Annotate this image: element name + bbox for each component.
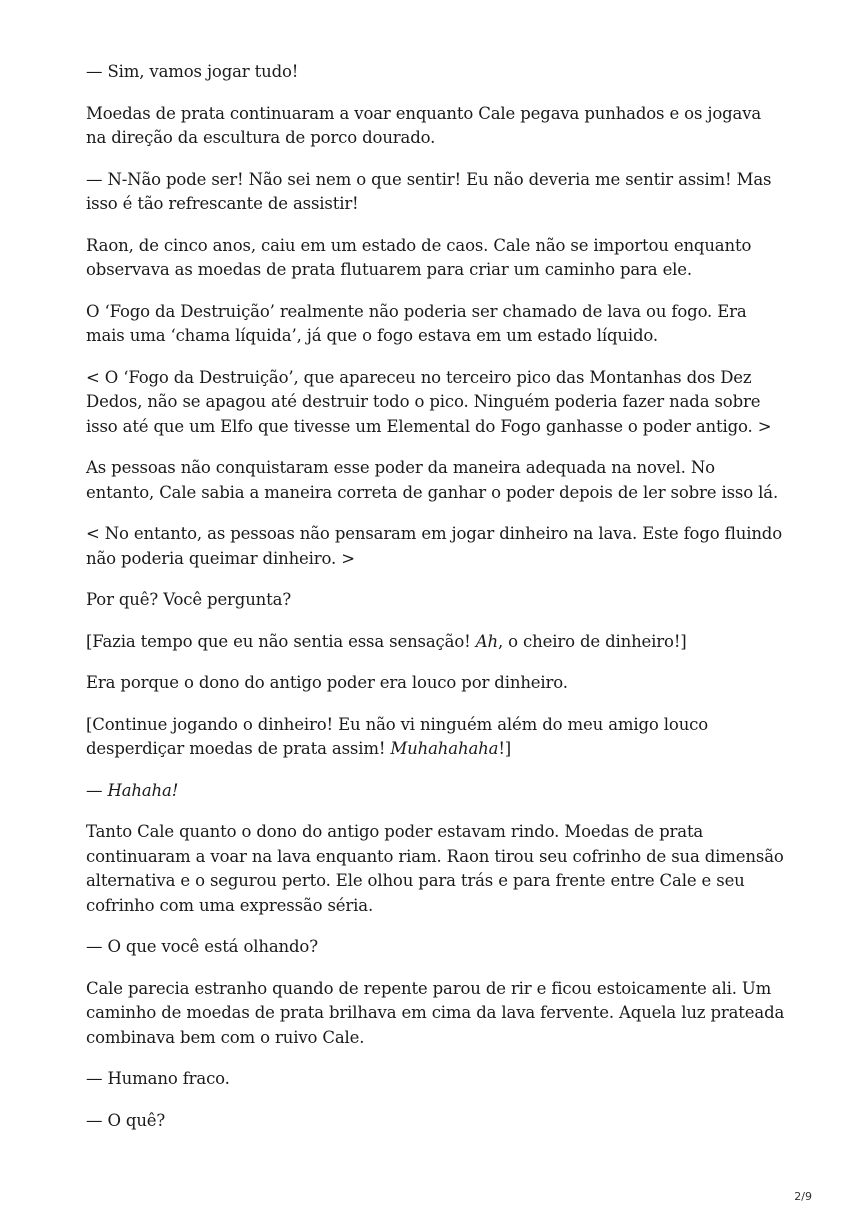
- text-segment: — N-Não pode ser! Não sei nem o que sentir! Eu não deveria me sentir assim! Mas isso é tão refrescante de assistir!: [86, 169, 772, 213]
- paragraph: [86, 366, 786, 440]
- paragraph: [86, 1109, 786, 1134]
- italic-text: Ah: [475, 631, 498, 651]
- text-segment: Moedas de prata continuaram a voar enquanto Cale pegava punhados e os jogava na direção da escultura de porco dourado.: [86, 103, 762, 147]
- text-segment: Por quê? Você pergunta?: [86, 590, 292, 609]
- paragraph: [86, 168, 786, 217]
- text-segment: !]: [498, 739, 512, 758]
- paragraph: [86, 671, 786, 696]
- text-segment: — O quê?: [86, 1110, 166, 1130]
- paragraph: [86, 300, 786, 349]
- paragraph: [86, 977, 786, 1051]
- text-segment: — O que você está olhando?: [86, 937, 318, 956]
- paragraph: [86, 935, 786, 960]
- paragraph: [86, 713, 786, 762]
- text-segment: < No entanto, as pessoas não pensaram em jogar dinheiro na lava. Este fogo fluindo não poderia queimar dinheiro. >: [86, 524, 782, 568]
- paragraph: [86, 522, 786, 571]
- paragraph: [86, 588, 786, 613]
- text-segment: Raon, de cinco anos, caiu em um estado de caos. Cale não se importou enquanto observava as moedas de prata flutuarem para criar um caminho para ele.: [86, 235, 752, 279]
- text-segment: — Humano fraco.: [86, 1069, 230, 1088]
- page-number: 2/9: [794, 1190, 812, 1203]
- text-segment: Cale parecia estranho quando de repente parou de rir e ficou estoicamente ali. Um caminho de moedas de prata brilhava em cima da lava fervente. Aquela luz prateada combinava bem com o ruivo Cale.: [86, 978, 785, 1047]
- italic-text: Hahaha!: [107, 780, 179, 800]
- text-segment: — Sim, vamos jogar tudo!: [86, 62, 299, 81]
- paragraph: [86, 779, 786, 804]
- paragraph: [86, 456, 786, 505]
- text-segment: < O ‘Fogo da Destruição’, que apareceu no terceiro pico das Montanhas dos Dez Dedos, não se apagou até destruir todo o pico. Ninguém poderia fazer nada sobre isso até que um Elfo que tivesse um Elemental do Fogo ganhasse o poder antigo. >: [86, 367, 772, 436]
- text-segment: [Fazia tempo que eu não sentia essa sensação!: [86, 631, 476, 651]
- paragraph: [86, 1067, 786, 1092]
- paragraph: [86, 234, 786, 283]
- text-segment: , o cheiro de dinheiro!]: [497, 631, 687, 651]
- text-segment: O ‘Fogo da Destruição’ realmente não poderia ser chamado de lava ou fogo. Era mais uma ‘chama líquida’, já que o fogo estava em um estado líquido.: [86, 301, 747, 345]
- italic-text: Muhahahaha: [390, 739, 499, 758]
- text-segment: —: [86, 780, 108, 800]
- text-segment: As pessoas não conquistaram esse poder da maneira adequada na novel. No entanto, Cale sabia a maneira correta de ganhar o poder depois de ler sobre isso lá.: [86, 458, 779, 502]
- text-segment: [Continue jogando o dinheiro! Eu não vi ninguém além do meu amigo louco desperdiçar moedas de prata assim!: [86, 714, 709, 758]
- text-segment: Era porque o dono do antigo poder era louco por dinheiro.: [86, 673, 568, 692]
- document-body: [86, 60, 786, 1150]
- paragraph: [86, 630, 786, 655]
- paragraph: [86, 102, 786, 151]
- text-segment: Tanto Cale quanto o dono do antigo poder estavam rindo. Moedas de prata continuaram a voar na lava enquanto riam. Raon tirou seu cofrinho de sua dimensão alternativa e o segurou perto. Ele olhou para trás e para frente entre Cale e seu cofrinho com uma expressão séria.: [86, 822, 784, 915]
- paragraph: [86, 60, 786, 85]
- paragraph: [86, 820, 786, 918]
